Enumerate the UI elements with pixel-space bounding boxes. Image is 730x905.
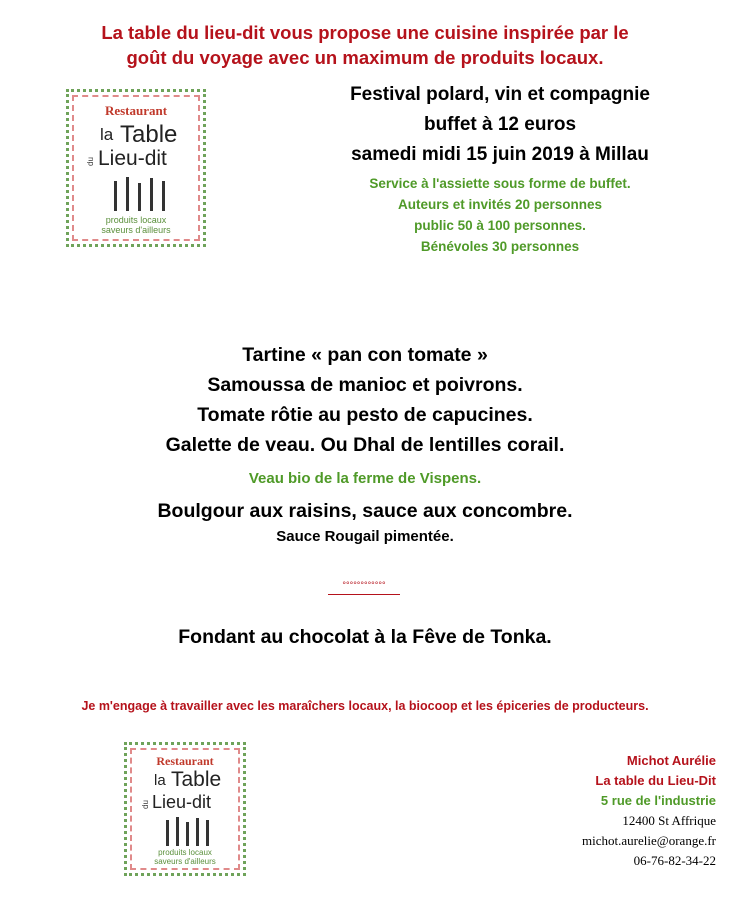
info-line-4: Bénévoles 30 personnes	[420, 239, 580, 254]
logo-table: Table	[171, 768, 222, 791]
event-line-1: Festival polard, vin et compagnie	[350, 84, 650, 105]
logo-lieudit: Lieu-dit	[152, 792, 212, 812]
intro-text	[0, 20, 730, 70]
separator: °°°°°°°°°°°°	[328, 576, 400, 595]
dessert: Fondant au chocolat à la Fêve de Tonka.	[178, 626, 552, 648]
logo-du: du	[85, 157, 95, 166]
menu-note: Veau bio de la ferme de Vispens.	[248, 470, 482, 487]
contact-city: 12400 St Affrique	[622, 813, 716, 828]
contact-email: michot.aurelie@orange.fr	[582, 833, 716, 848]
contact-phone: 06-76-82-34-22	[633, 853, 716, 868]
sauce: Sauce Rougail pimentée.	[276, 528, 454, 545]
logo-products-tagline: produits locaux saveurs d'ailleurs	[101, 215, 171, 235]
event-line-3: samedi midi 15 juin 2019 à Millau	[351, 144, 649, 165]
utensils-icon	[112, 175, 168, 211]
event-line-2: buffet à 12 euros	[423, 114, 577, 135]
restaurant-logo-bottom	[120, 738, 250, 880]
contact-street: 5 rue de l'industrie	[600, 793, 716, 808]
restaurant-logo-top	[62, 85, 210, 251]
service-info	[270, 173, 730, 257]
dish-2: Samoussa de manioc et poivrons.	[207, 374, 523, 396]
info-line-1: Service à l'assiette sous forme de buffet.	[369, 176, 631, 191]
logo-du: du	[140, 800, 150, 809]
info-line-3: public 50 à 100 personnes.	[414, 218, 586, 233]
menu	[0, 340, 730, 548]
logo-table: Table	[120, 121, 178, 148]
contact-block	[582, 751, 716, 871]
event-heading	[270, 80, 730, 170]
dish-5: Boulgour aux raisins, sauce aux concombre.	[157, 500, 573, 522]
logo-la: la	[100, 125, 114, 144]
dish-3: Tomate rôtie au pesto de capucines.	[197, 404, 533, 426]
contact-business: La table du Lieu-Dit	[595, 773, 716, 788]
logo-restaurant-label: Restaurant	[104, 103, 168, 118]
dish-4: Galette de veau. Ou Dhal de lentilles corail.	[165, 434, 565, 456]
logo-lieudit: Lieu-dit	[98, 147, 167, 170]
logo-products-tagline: produits locaux saveurs d'ailleurs	[154, 848, 216, 866]
utensils-icon	[164, 816, 214, 846]
intro-line-2: goût du voyage avec un maximum de produits locaux.	[126, 47, 604, 68]
commitment-text: Je m'engage à travailler avec les maraîchers locaux, la biocoop et les épiceries de producteurs.	[81, 699, 649, 713]
contact-name: Michot Aurélie	[626, 753, 716, 768]
dish-1: Tartine « pan con tomate »	[242, 344, 488, 366]
logo-restaurant-label: Restaurant	[156, 754, 214, 768]
info-line-2: Auteurs et invités 20 personnes	[397, 197, 603, 212]
intro-line-1: La table du lieu-dit vous propose une cuisine inspirée par le	[101, 22, 629, 43]
logo-la: la	[154, 772, 166, 789]
